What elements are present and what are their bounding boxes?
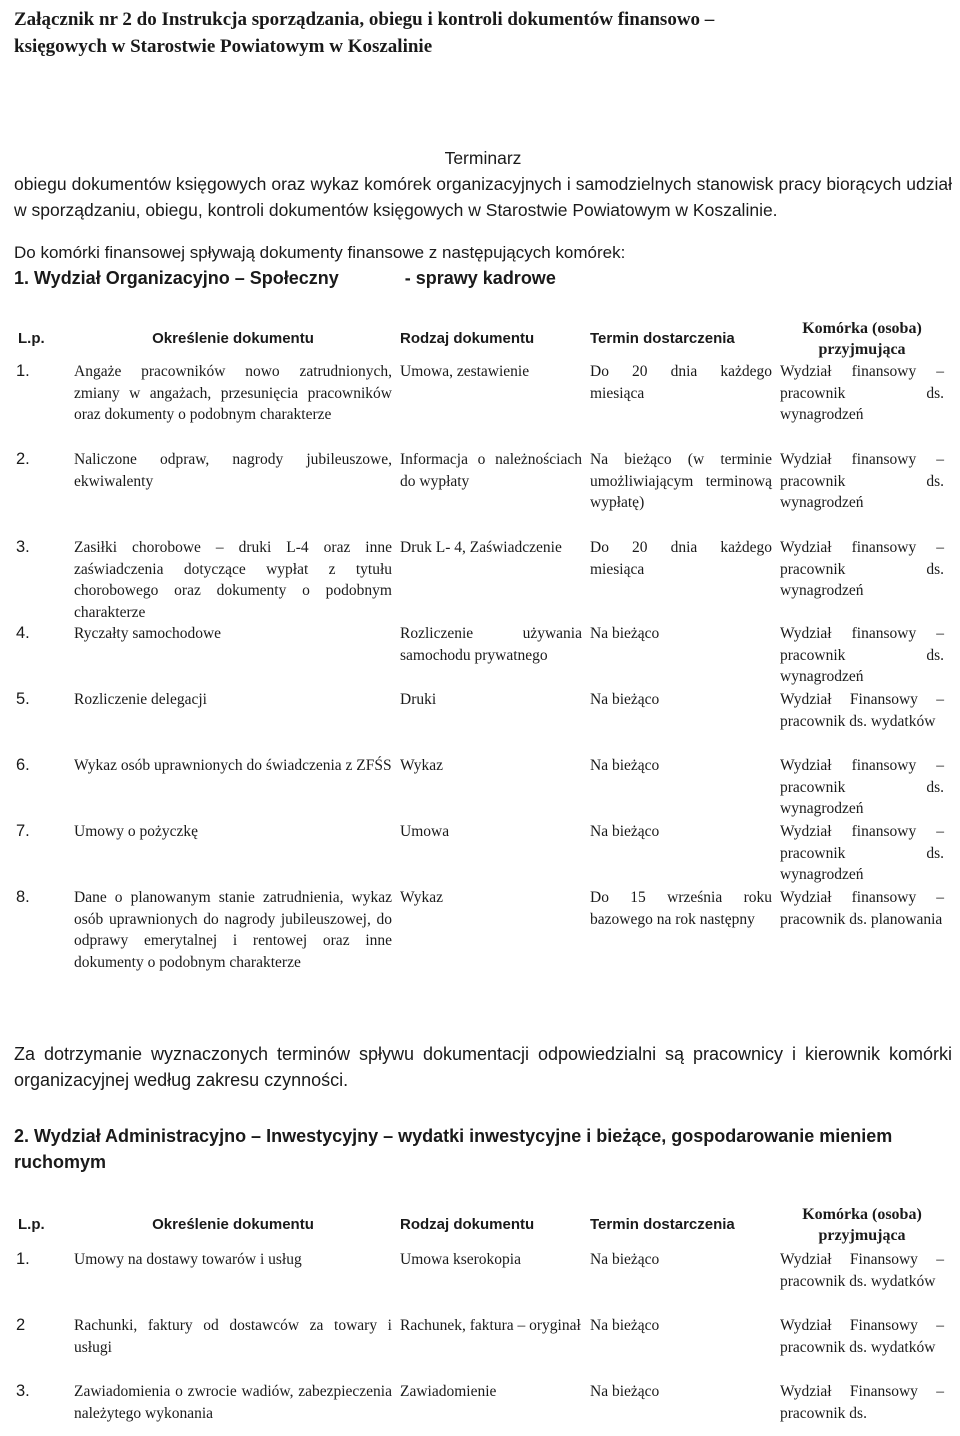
row-description: Zawiadomienia o zwrocie wadiów, zabezpieczenia należytego wykonania — [74, 1383, 392, 1422]
row-description: Umowy o pożyczkę — [74, 823, 198, 840]
row-number: 2 — [16, 1316, 26, 1334]
row-deadline: Do 20 dnia każdego miesiąca — [590, 363, 772, 402]
row-description: Zasiłki chorobowe – druki L-4 oraz inne zaświadczenia dotyczące wypłat z tytułu chorobowego oraz dokumenty o podobnym charakterze — [74, 539, 392, 621]
row-receiving-unit: Wydział finansowy – pracownik ds. wynagrodzeń — [780, 451, 944, 511]
row-deadline: Na bieżąco — [590, 757, 660, 774]
row-document-type: Umowa kserokopia — [400, 1251, 521, 1268]
row-deadline: Na bieżąco — [590, 1317, 660, 1334]
col-term: Termin dostarczenia — [590, 330, 735, 348]
table-row — [14, 689, 948, 755]
row-number: 1. — [16, 1250, 30, 1268]
row-number: 4. — [16, 624, 30, 642]
table-row — [14, 1381, 948, 1425]
intro-heading: Terminarz — [444, 148, 522, 168]
table-row — [14, 1249, 948, 1315]
row-document-type: Rachunek, faktura – oryginał — [400, 1317, 581, 1334]
row-description: Umowy na dostawy towarów i usług — [74, 1251, 302, 1268]
table-1 — [14, 317, 948, 1017]
col-lp: L.p. — [18, 1216, 45, 1234]
row-document-type: Informacja o należnościach do wypłaty — [400, 451, 582, 490]
title-line-1: Załącznik nr 2 do Instrukcja sporządzania, obiegu i kontroli dokumentów finansowo – — [14, 9, 715, 30]
col-term: Termin dostarczenia — [590, 1216, 735, 1234]
row-document-type: Druk L- 4, Zaświadczenie — [400, 539, 562, 556]
section-1-title: 1. Wydział Organizacyjno – Społeczny — [14, 268, 339, 288]
col-unit: Komórka (osoba) przyjmująca — [802, 320, 922, 358]
row-receiving-unit: Wydział Finansowy – pracownik ds. wydatków — [780, 691, 944, 730]
row-receiving-unit: Wydział Finansowy – pracownik ds. wydatków — [780, 1317, 944, 1356]
row-document-type: Wykaz — [400, 757, 443, 774]
row-number: 2. — [16, 450, 30, 468]
table-row — [14, 361, 948, 449]
row-document-type: Rozliczenie używania samochodu prywatnego — [400, 625, 582, 664]
closing-note: Za dotrzymanie wyznaczonych terminów spływu dokumentacji odpowiedzialni są pracownicy i kierownik komórki organizacyjnej według zakresu czynności. — [14, 1044, 952, 1090]
row-number: 3. — [16, 538, 30, 556]
table-row — [14, 755, 948, 821]
table-2-header — [14, 1201, 948, 1249]
table-row — [14, 449, 948, 537]
table-row — [14, 1315, 948, 1381]
row-number: 5. — [16, 690, 30, 708]
table-row — [14, 887, 948, 1017]
row-description: Naliczone odpraw, nagrody jubileuszowe, ekwiwalenty — [74, 451, 392, 490]
row-description: Ryczałty samochodowe — [74, 625, 222, 642]
row-receiving-unit: Wydział finansowy – pracownik ds. wynagrodzeń — [780, 625, 944, 685]
row-deadline: Na bieżąco — [590, 691, 660, 708]
row-receiving-unit: Wydział finansowy – pracownik ds. planowania — [780, 889, 944, 928]
row-description: Rozliczenie delegacji — [74, 691, 207, 708]
row-deadline: Do 15 września roku bazowego na rok następny — [590, 889, 772, 928]
row-receiving-unit: Wydział Finansowy – pracownik ds. — [780, 1383, 944, 1422]
col-type: Rodzaj dokumentu — [400, 330, 535, 348]
row-deadline: Na bieżąco (w terminie umożliwiającym terminową wypłatę) — [590, 451, 772, 511]
row-number: 1. — [16, 362, 30, 380]
document-page — [14, 6, 952, 1425]
row-number: 6. — [16, 756, 30, 774]
row-number: 7. — [16, 822, 30, 840]
row-document-type: Umowa — [400, 823, 450, 840]
table-row — [14, 821, 948, 887]
row-document-type: Umowa, zestawienie — [400, 363, 530, 380]
row-receiving-unit: Wydział finansowy – pracownik ds. wynagrodzeń — [780, 363, 944, 423]
row-deadline: Na bieżąco — [590, 1251, 660, 1268]
col-unit: Komórka (osoba) przyjmująca — [802, 1206, 922, 1244]
row-description: Dane o planowanym stanie zatrudnienia, wykaz osób uprawnionych do nagrody jubileuszowej, do odprawy emerytalnej i rentowej oraz inne dokumenty o podobnym charakterze — [74, 889, 392, 971]
row-number: 3. — [16, 1382, 30, 1400]
col-desc: Określenie dokumentu — [152, 330, 314, 348]
row-receiving-unit: Wydział finansowy – pracownik ds. wynagrodzeń — [780, 823, 944, 883]
row-receiving-unit: Wydział Finansowy – pracownik ds. wydatków — [780, 1251, 944, 1290]
row-description: Angaże pracowników nowo zatrudnionych, zmiany w angażach, przesunięcia pracowników oraz dokumenty o podobnym charakterze — [74, 363, 392, 423]
col-lp: L.p. — [18, 330, 45, 348]
intro-text: obiegu dokumentów księgowych oraz wykaz komórek organizacyjnych i samodzielnych stanowisk pracy biorących udział w sporządzaniu, obiegu, kontroli dokumentów księgowych w Starostwie Powiatowym w Koszalinie. — [14, 174, 952, 220]
table-row — [14, 537, 948, 623]
section-1-heading — [14, 265, 952, 291]
title-line-2: księgowych w Starostwie Powiatowym w Koszalinie — [14, 36, 433, 57]
row-deadline: Do 20 dnia każdego miesiąca — [590, 539, 772, 578]
row-receiving-unit: Wydział finansowy – pracownik ds. wynagrodzeń — [780, 539, 944, 599]
row-description: Wykaz osób uprawnionych do świadczenia z ZFŚS — [74, 757, 392, 774]
row-deadline: Na bieżąco — [590, 823, 660, 840]
row-document-type: Zawiadomienie — [400, 1383, 497, 1400]
table-row — [14, 623, 948, 689]
row-deadline: Na bieżąco — [590, 1383, 660, 1400]
intro-block — [14, 145, 952, 265]
table-1-header — [14, 317, 948, 361]
document-title — [14, 6, 952, 60]
section-1-subtitle: - sprawy kadrowe — [404, 268, 556, 288]
row-document-type: Druki — [400, 691, 437, 708]
row-document-type: Wykaz — [400, 889, 443, 906]
row-description: Rachunki, faktury od dostawców za towary i usługi — [74, 1317, 392, 1356]
row-number: 8. — [16, 888, 30, 906]
col-desc: Określenie dokumentu — [152, 1216, 314, 1234]
table-2 — [14, 1201, 948, 1425]
section-2-heading: 2. Wydział Administracyjno – Inwestycyjny – wydatki inwestycyjne i bieżące, gospodarowanie mieniem ruchomym — [14, 1126, 893, 1172]
intro-lead: Do komórki finansowej spływają dokumenty finansowe z następujących komórek: — [14, 243, 626, 262]
row-deadline: Na bieżąco — [590, 625, 660, 642]
row-receiving-unit: Wydział finansowy – pracownik ds. wynagrodzeń — [780, 757, 944, 817]
col-type: Rodzaj dokumentu — [400, 1216, 535, 1234]
